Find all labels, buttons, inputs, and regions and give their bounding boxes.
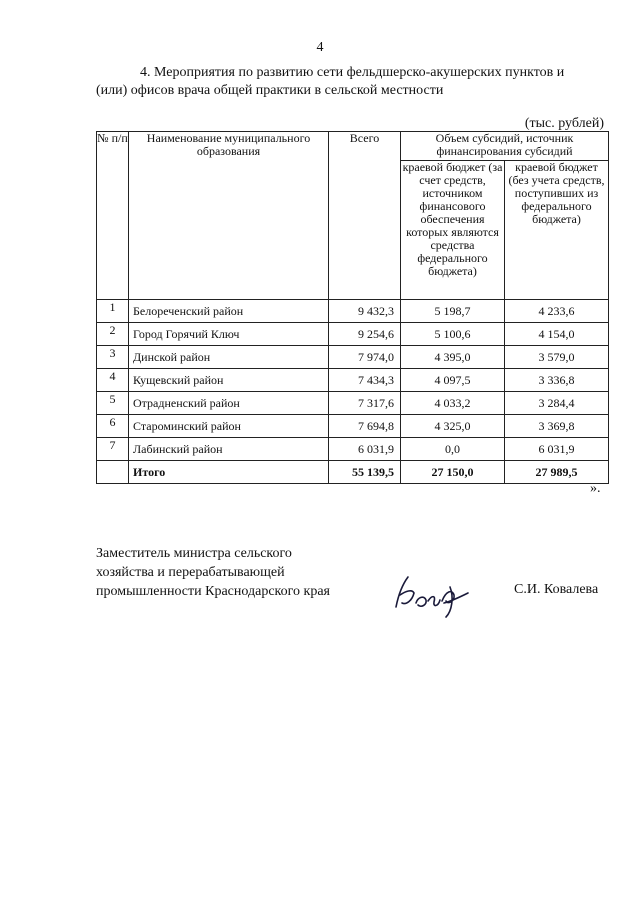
- row-num: 5: [97, 392, 129, 415]
- subsidies-table: [96, 131, 609, 484]
- table-row: [97, 438, 609, 461]
- row-own: 4 154,0: [505, 323, 609, 346]
- row-fed: 5 100,6: [401, 323, 505, 346]
- total-fed: 27 150,0: [401, 461, 505, 484]
- section-heading: [96, 64, 616, 100]
- closing-quote-mark: ».: [590, 481, 601, 496]
- header-subsidy-group: Объем субсидий, источник финансирования субсидий: [401, 132, 609, 161]
- row-name: Динской район: [129, 346, 329, 369]
- row-own: 3 336,8: [505, 369, 609, 392]
- row-total: 7 694,8: [329, 415, 401, 438]
- total-own: 27 989,5: [505, 461, 609, 484]
- row-total: 7 317,6: [329, 392, 401, 415]
- row-fed: 4 033,2: [401, 392, 505, 415]
- table-row: [97, 346, 609, 369]
- handwritten-signature: [388, 567, 472, 619]
- table-row: [97, 323, 609, 346]
- units-label: (тыс. рублей): [524, 116, 604, 131]
- row-fed: 4 097,5: [401, 369, 505, 392]
- header-total: Всего: [329, 132, 401, 300]
- row-fed: 5 198,7: [401, 300, 505, 323]
- row-own: 3 369,8: [505, 415, 609, 438]
- table-row: [97, 300, 609, 323]
- row-total: 7 434,3: [329, 369, 401, 392]
- row-name: Белореченский район: [129, 300, 329, 323]
- row-num: 7: [97, 438, 129, 461]
- heading-line-1: 4. Мероприятия по развитию сети фельдшерско-акушерских пунктов и: [140, 65, 565, 80]
- table-total-row: [97, 461, 609, 484]
- total-label: Итого: [129, 461, 329, 484]
- row-name: Кущевский район: [129, 369, 329, 392]
- page-number: 4: [316, 40, 324, 55]
- header-name: Наименование муниципального образования: [129, 132, 329, 300]
- row-own: 6 031,9: [505, 438, 609, 461]
- row-total: 7 974,0: [329, 346, 401, 369]
- position-line-1: Заместитель министра сельского: [96, 546, 292, 561]
- row-num: 4: [97, 369, 129, 392]
- heading-line-2: (или) офисов врача общей практики в сельской местности: [96, 83, 444, 98]
- row-fed: 4 325,0: [401, 415, 505, 438]
- row-num: 6: [97, 415, 129, 438]
- header-regional-fed: краевой бюджет (за счет средств, источником финансового обеспечения которых являются средства федерального бюджета): [401, 161, 505, 300]
- row-own: 3 284,4: [505, 392, 609, 415]
- row-name: Город Горячий Ключ: [129, 323, 329, 346]
- row-fed: 4 395,0: [401, 346, 505, 369]
- table-row: [97, 392, 609, 415]
- row-fed: 0,0: [401, 438, 505, 461]
- row-num: 1: [97, 300, 129, 323]
- table-row: [97, 369, 609, 392]
- row-total: 6 031,9: [329, 438, 401, 461]
- position-line-2: хозяйства и перерабатывающей: [96, 565, 285, 580]
- row-own: 3 579,0: [505, 346, 609, 369]
- header-regional-own: краевой бюджет (без учета средств, поступивших из федерального бюджета): [505, 161, 609, 300]
- signatory-position: [96, 544, 406, 601]
- signatory-name: С.И. Ковалева: [514, 582, 599, 597]
- row-own: 4 233,6: [505, 300, 609, 323]
- total-sum: 55 139,5: [329, 461, 401, 484]
- position-line-3: промышленности Краснодарского края: [96, 584, 330, 599]
- row-total: 9 432,3: [329, 300, 401, 323]
- row-num: 2: [97, 323, 129, 346]
- row-total: 9 254,6: [329, 323, 401, 346]
- row-num: 3: [97, 346, 129, 369]
- row-name: Отрадненский район: [129, 392, 329, 415]
- row-name: Староминский район: [129, 415, 329, 438]
- total-num-empty: [97, 461, 129, 484]
- row-name: Лабинский район: [129, 438, 329, 461]
- table-row: [97, 415, 609, 438]
- header-num: № п/п: [97, 132, 129, 300]
